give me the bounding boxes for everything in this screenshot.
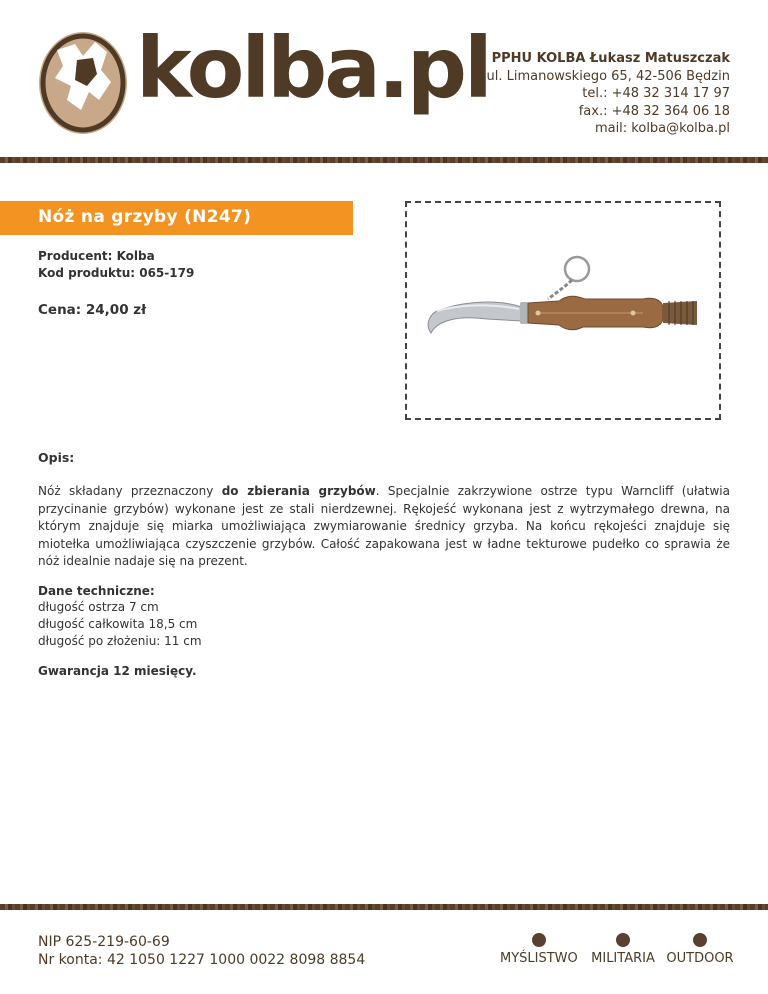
hunting-icon [532,933,546,947]
tech-blade-length: długość ostrza 7 cm [38,600,159,614]
company-phone: tel.: +48 32 314 17 97 [582,86,730,101]
footer-info [38,933,365,969]
tech-folded-length: długość po złożeniu: 11 cm [38,634,202,648]
category-label: MILITARIA [591,951,655,966]
militaria-icon [616,933,630,947]
description-bold: do zbierania grzybów [221,484,376,498]
category-label: MYŚLISTWO [500,951,578,966]
category-militaria[interactable] [588,933,658,966]
product-image-frame [405,201,721,420]
description-heading: Opis: [38,450,75,465]
bottom-divider [0,904,768,910]
warranty-text: Gwarancja 12 miesięcy. [38,664,197,678]
category-outdoor[interactable] [666,933,734,966]
company-email[interactable]: mail: kolba@kolba.pl [594,121,730,136]
description-part1: Nóż składany przeznaczony [38,484,222,498]
description-part2: . Specjalnie zakrzywione ostrze typu Warncliff (ułatwia przycinanie grzybów) wykonane jest ze stali nierdzewnej. Rękojeść wykonana jest z wytrzymałego drewna, na którym znajduje się miarka umożliwiająca zwymiarowanie średnicy grzyba. Na końcu rękojeści znajduje się miotełka umożliwiająca czyszczenie grzybów. Całość zapakowana jest w ładne tekturowe pudełko co sprawia że nóż idealnie nadaje się na prezent. [38,484,730,568]
kolba-logo-icon [37,30,129,136]
product-producer: Producent: Kolba [38,249,155,263]
outdoor-icon [693,933,707,947]
product-title: Nóż na grzyby (N247) [38,207,252,227]
category-label: OUTDOOR [666,951,734,966]
tech-total-length: długość całkowita 18,5 cm [38,617,198,631]
tech-heading: Dane techniczne: [38,584,155,598]
mushroom-knife-photo [407,203,719,418]
footer-account: Nr konta: 42 1050 1227 1000 0022 8098 8854 [38,952,366,968]
company-info [486,50,730,138]
brand-name: kolba.pl [136,19,490,117]
company-fax: fax.: +48 32 364 06 18 [578,103,730,119]
company-name: PPHU KOLBA Łukasz Matuszczak [491,51,730,66]
product-code: Kod produktu: 065-179 [38,266,195,280]
product-price: Cena: 24,00 zł [38,302,147,318]
footer-nip: NIP 625-219-60-69 [38,934,170,950]
company-address: ul. Limanowskiego 65, 42-506 Będzin [486,68,730,84]
category-hunting[interactable] [500,933,577,966]
top-divider [0,157,768,163]
description-text [38,483,730,571]
